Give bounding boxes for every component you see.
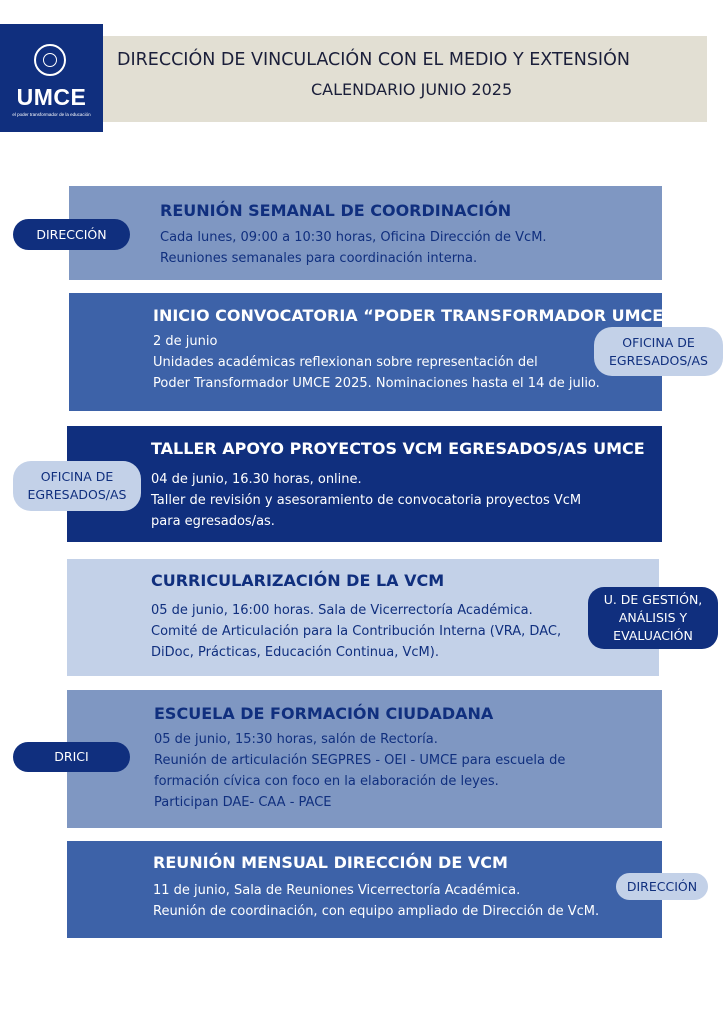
event-line: Cada lunes, 09:00 a 10:30 horas, Oficina Dirección de VcM.: [160, 230, 547, 245]
header-subtitle: CALENDARIO JUNIO 2025: [311, 80, 513, 99]
event-description: [160, 227, 547, 269]
event-line: para egresados/as.: [151, 514, 275, 529]
event-line: 11 de junio, Sala de Reuniones Vicerrectoría Académica.: [153, 883, 521, 898]
header-title: DIRECCIÓN DE VINCULACIÓN CON EL MEDIO Y EXTENSIÓN: [117, 50, 630, 70]
event-title: TALLER APOYO PROYECTOS VCM EGRESADOS/AS UMCE: [151, 439, 645, 458]
tag-oficina-egresados: OFICINA DE EGRESADOS/AS: [13, 461, 141, 511]
event-card-taller-proyectos: [67, 426, 662, 542]
event-description: [153, 880, 599, 922]
logo-tagline: el poder transformador de la educación: [12, 112, 91, 117]
tag-gestion-analisis-evaluacion: U. DE GESTIÓN, ANÁLISIS Y EVALUACIÓN: [588, 587, 718, 649]
event-card-reunion-mensual: [67, 841, 662, 938]
event-line: Participan DAE- CAA - PACE: [154, 795, 332, 810]
event-line: Reuniones semanales para coordinación interna.: [160, 251, 478, 266]
event-card-curricularizacion: [67, 559, 659, 676]
event-title: REUNIÓN SEMANAL DE COORDINACIÓN: [160, 201, 512, 220]
event-title: CURRICULARIZACIÓN DE LA VCM: [151, 571, 445, 590]
tag-drici: DRICI: [13, 742, 130, 772]
event-card-poder-transformador: [69, 293, 674, 411]
header-banner: [103, 36, 707, 122]
event-line: Reunión de coordinación, con equipo ampliado de Dirección de VcM.: [153, 904, 600, 919]
logo-name: UMCE: [16, 84, 87, 110]
event-line: Reunión de articulación SEGPRES - OEI - UMCE para escuela de: [154, 753, 566, 768]
tag-oficina-egresados: OFICINA DE EGRESADOS/AS: [594, 327, 723, 376]
event-line: 05 de junio, 16:00 horas. Sala de Vicerrectoría Académica.: [151, 603, 533, 618]
tag-direccion: DIRECCIÓN: [616, 873, 708, 900]
event-description: [154, 729, 565, 813]
tag-direccion: DIRECCIÓN: [13, 219, 130, 250]
event-line: DiDoc, Prácticas, Educación Continua, VcM).: [151, 645, 439, 660]
event-title: INICIO CONVOCATORIA “PODER TRANSFORMADOR UMCE”: [153, 306, 674, 325]
event-line: Unidades académicas reflexionan sobre representación del: [153, 355, 538, 370]
event-line: Poder Transformador UMCE 2025. Nominaciones hasta el 14 de julio.: [153, 376, 600, 391]
event-card-escuela-ciudadana: [67, 690, 662, 828]
event-line: 04 de junio, 16.30 horas, online.: [151, 472, 362, 487]
event-description: [153, 331, 600, 394]
event-line: Taller de revisión y asesoramiento de convocatoria proyectos VcM: [151, 493, 582, 508]
event-description: [151, 469, 581, 532]
event-title: ESCUELA DE FORMACIÓN CIUDADANA: [154, 704, 494, 723]
event-line: 05 de junio, 15:30 horas, salón de Rectoría.: [154, 732, 438, 747]
event-card-weekly-coordination: [69, 186, 662, 280]
umce-logo: [0, 24, 103, 132]
event-description: [151, 600, 561, 663]
event-title: REUNIÓN MENSUAL DIRECCIÓN DE VCM: [153, 853, 508, 872]
university-seal-icon: [34, 44, 66, 76]
event-line: 2 de junio: [153, 334, 218, 349]
event-line: Comité de Articulación para la Contribución Interna (VRA, DAC,: [151, 624, 562, 639]
event-line: formación cívica con foco en la elaboración de leyes.: [154, 774, 499, 789]
